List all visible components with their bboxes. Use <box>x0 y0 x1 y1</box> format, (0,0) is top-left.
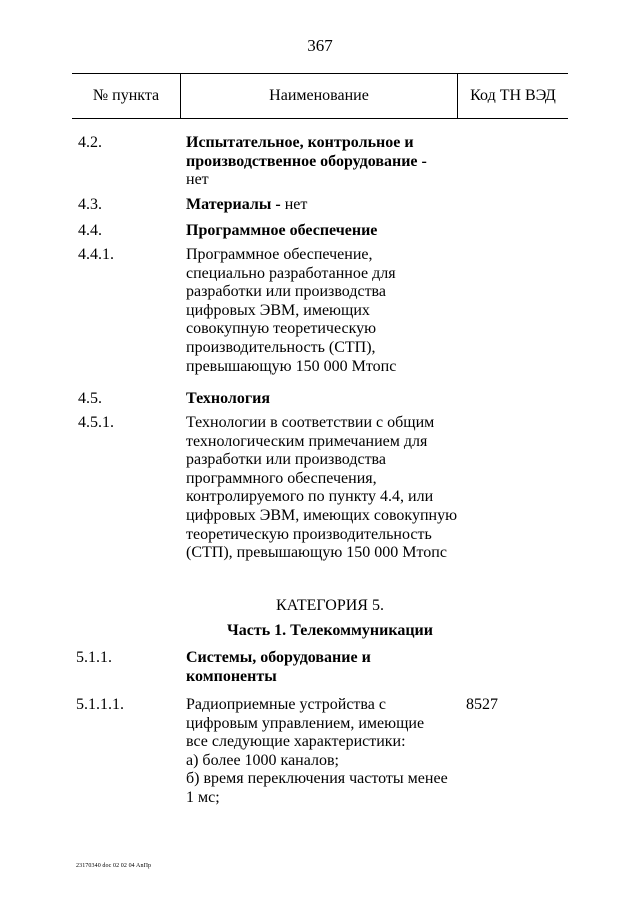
item-name-bold: Программное обеспечение <box>186 222 378 239</box>
category-title: КАТЕГОРИЯ 5. <box>276 597 384 614</box>
item-name-line: все следующие характеристики: <box>186 733 406 751</box>
item-name-line: цифровым управлением, имеющие <box>186 714 425 732</box>
item-number: 4.4. <box>78 222 102 239</box>
item-name <box>186 134 471 190</box>
item-name-bold: Материалы - <box>186 196 281 213</box>
table-header <box>72 73 568 119</box>
header-number-column: № пункта <box>72 74 181 118</box>
item-number: 4.2. <box>78 134 102 151</box>
item-name-bold: Системы, оборудование и компоненты <box>186 649 371 685</box>
item-code: 8527 <box>466 696 498 713</box>
item-name-plain: Технологии в соответствии с общим технологическим примечанием для разработки или производства программного обеспечения, контролируемого по пункту 4.4, или цифровых ЭВМ, имеющих совокупную теоретическую производительность (СТП), превышающую 150 000 Мтопс <box>186 414 458 562</box>
item-name-line: а) более 1000 каналов; <box>186 751 339 769</box>
item-name-line: 1 мс; <box>186 788 220 806</box>
footer-text: 23170340 doc 02 02 04 AnПр <box>76 863 152 869</box>
item-name <box>186 196 471 215</box>
item-name-bold: Технология <box>186 390 270 407</box>
item-name <box>186 696 466 808</box>
header-code-column: Код ТН ВЭД <box>470 87 556 104</box>
item-name-plain: Программное обеспечение, специально разработанное для разработки или производства цифровых ЭВМ, имеющих совокупную теоретическую производительность (СТП), превышающую 150 000 Мтопс <box>186 246 397 375</box>
item-number: 5.1.1.1. <box>76 696 124 713</box>
item-number: 4.3. <box>78 196 102 213</box>
item-name-line: б) время переключения частоты менее <box>186 770 448 788</box>
item-name-plain: нет <box>186 171 209 189</box>
item-number: 4.5. <box>78 390 102 407</box>
page-number: 367 <box>307 36 333 55</box>
item-name-bold: Испытательное, контрольное и производственное оборудование - <box>186 134 427 170</box>
item-number: 4.4.1. <box>78 246 114 263</box>
item-name-line: Радиоприемные устройства с <box>186 696 386 713</box>
item-number: 4.5.1. <box>78 414 114 431</box>
item-name-plain: нет <box>280 196 308 213</box>
item-number: 5.1.1. <box>76 649 112 666</box>
part-title: Часть 1. Телекоммуникации <box>227 622 433 639</box>
header-name-column: Наименование <box>181 74 458 118</box>
